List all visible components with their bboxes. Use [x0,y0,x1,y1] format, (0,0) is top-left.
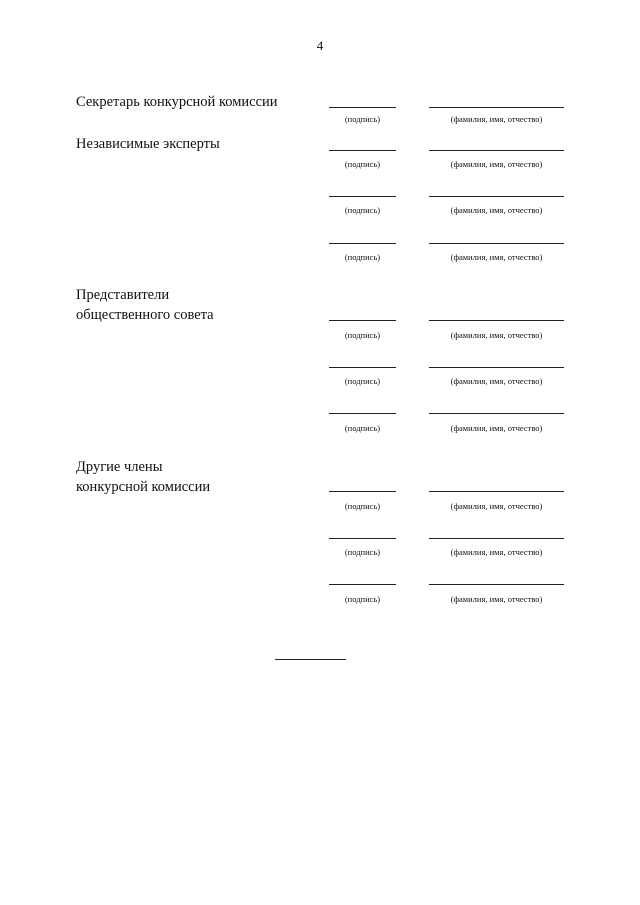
signature-line [329,538,396,539]
experts-label: Независимые эксперты [76,136,220,152]
signature-line [329,107,396,108]
secretary-label: Секретарь конкурсной комиссии [76,94,278,110]
name-line [429,150,564,151]
name-line [429,107,564,108]
signature-caption: (подпись) [344,423,381,433]
signature-caption: (подпись) [344,330,381,340]
signature-line [329,491,396,492]
signature-line [329,367,396,368]
name-caption: (фамилия, имя, отчество) [450,547,543,557]
name-caption: (фамилия, имя, отчество) [450,252,543,262]
signature-line [329,320,396,321]
name-caption: (фамилия, имя, отчество) [450,501,543,511]
signature-caption: (подпись) [344,205,381,215]
name-caption: (фамилия, имя, отчество) [450,205,543,215]
signature-line [329,584,396,585]
name-line [429,367,564,368]
signature-line [329,150,396,151]
name-caption: (фамилия, имя, отчество) [450,159,543,169]
end-of-document-rule [275,659,346,660]
name-line [429,538,564,539]
signature-caption: (подпись) [344,376,381,386]
page-number: 4 [316,38,324,53]
signature-caption: (подпись) [344,547,381,557]
name-line [429,243,564,244]
name-line [429,491,564,492]
name-caption: (фамилия, имя, отчество) [450,114,543,124]
signature-line [329,196,396,197]
name-caption: (фамилия, имя, отчество) [450,330,543,340]
signature-caption: (подпись) [344,114,381,124]
public-council-label: Представители общественного совета [76,287,214,323]
signature-caption: (подпись) [344,252,381,262]
name-line [429,196,564,197]
name-line [429,320,564,321]
name-caption: (фамилия, имя, отчество) [450,423,543,433]
name-line [429,413,564,414]
signature-line [329,413,396,414]
other-members-label: Другие члены конкурсной комиссии [76,459,211,495]
name-caption: (фамилия, имя, отчество) [450,376,543,386]
signature-caption: (подпись) [344,501,381,511]
name-line [429,584,564,585]
signature-caption: (подпись) [344,594,381,604]
signature-caption: (подпись) [344,159,381,169]
name-caption: (фамилия, имя, отчество) [450,594,543,604]
signature-line [329,243,396,244]
